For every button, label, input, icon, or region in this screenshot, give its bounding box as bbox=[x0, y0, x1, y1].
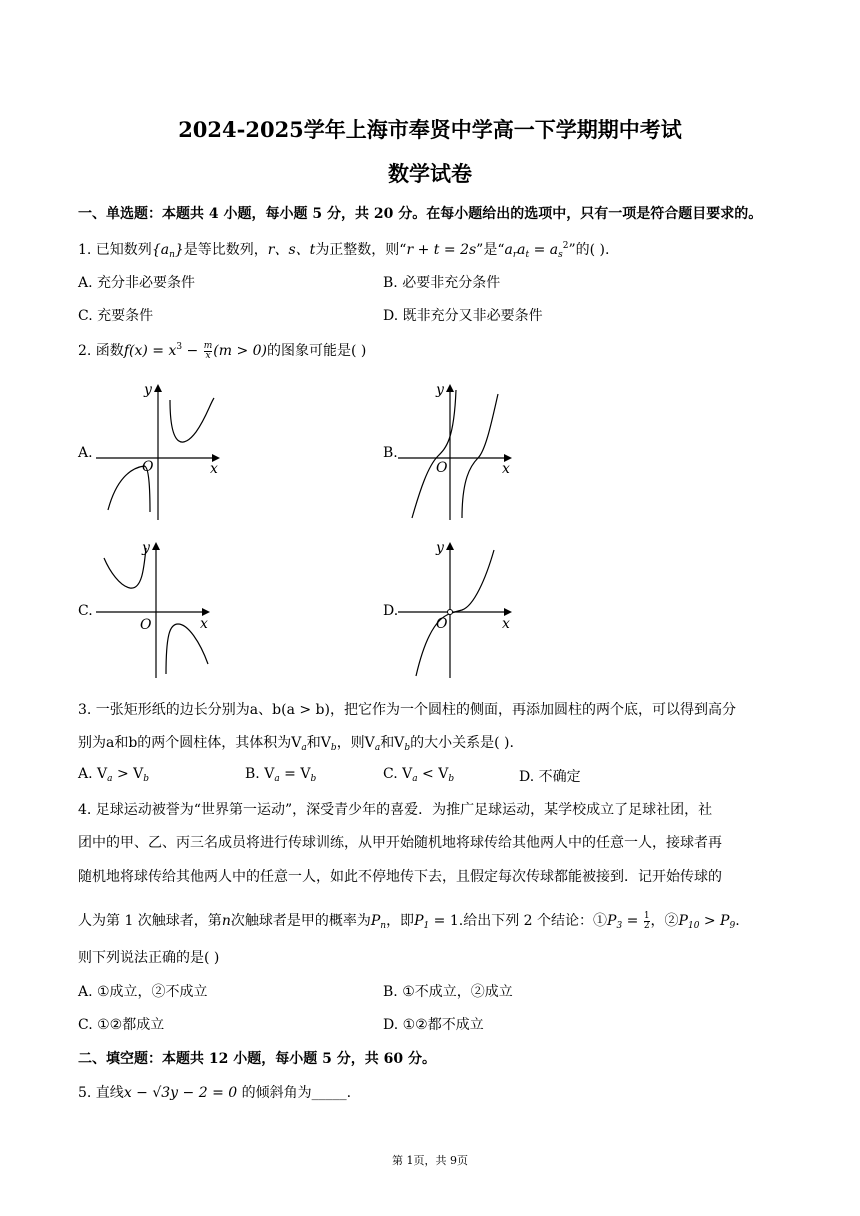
section-1-heading: 一、单选题：本题共 4 小题，每小题 5 分，共 20 分。在每小题给出的选项中，只有一项是符合题目要求的。 bbox=[78, 206, 763, 222]
open-point-icon bbox=[448, 610, 453, 615]
x-axis-arrow-icon bbox=[202, 608, 210, 616]
question-4-line-3: 随机地将球传给其他两人中的任意一人，如此不停地传下去，且假定每次传球都能被接到．记开始传球的 bbox=[78, 869, 722, 885]
graph-b bbox=[398, 380, 528, 520]
question-3-line-2: 别为a和b的两个圆柱体，其体积为$V_a$和$V_b$，则$V_a$和$V_b$的大小关系是( ). bbox=[78, 735, 514, 753]
curve-right bbox=[462, 394, 498, 518]
origin-label: O bbox=[142, 459, 154, 475]
y-axis-arrow-icon bbox=[446, 542, 454, 550]
question-3-line-1: 3. 一张矩形纸的边长分别为a、b(a > b)，把它作为一个圆柱的侧面，再添加圆柱的两个底，可以得到高分 bbox=[78, 702, 736, 718]
curve-left bbox=[412, 390, 456, 518]
q4-option-b: B. ①不成立，②成立 bbox=[383, 984, 513, 1000]
q3-option-c: C. $V_a < V_b$ bbox=[383, 766, 455, 784]
q1-option-d: D. 既非充分又非必要条件 bbox=[383, 308, 543, 324]
question-5: 5. 直线x − √3y − 2 = 0 的倾斜角为_____. bbox=[78, 1085, 352, 1101]
graph-label-c: C. bbox=[78, 603, 93, 619]
q3-option-a: A. $V_a > V_b$ bbox=[78, 766, 150, 784]
x-label: x bbox=[200, 616, 208, 632]
question-4-line-5: 则下列说法正确的是( ) bbox=[78, 950, 220, 966]
q4-option-a: A. ①成立，②不成立 bbox=[78, 984, 208, 1000]
q4-option-c: C. ①②都成立 bbox=[78, 1017, 165, 1033]
graph-label-a: A. bbox=[78, 445, 93, 461]
x-label: x bbox=[502, 616, 510, 632]
q1-option-a: A. 充分非必要条件 bbox=[78, 275, 196, 291]
question-2: 2. 函数$f(x) = x^3$ − $\frac{m}{x}$ (m > 0)的图象可能是( ) bbox=[78, 340, 367, 361]
y-label: y bbox=[144, 382, 152, 398]
q3-option-b: B. $V_a = V_b$ bbox=[245, 766, 317, 784]
q3-option-d: D. 不确定 bbox=[519, 769, 581, 785]
page-subtitle: 数学试卷 bbox=[388, 161, 472, 186]
question-4-line-2: 团中的甲、乙、丙三名成员将进行传球训练，从甲开始随机地将球传给其他两人中的任意一人，接球者再 bbox=[78, 835, 722, 851]
graph-a bbox=[96, 380, 226, 520]
curve-right bbox=[170, 398, 214, 442]
curve bbox=[416, 550, 494, 676]
curve-left bbox=[104, 548, 146, 588]
x-axis-arrow-icon bbox=[504, 608, 512, 616]
origin-label: O bbox=[140, 617, 152, 633]
q4-option-d: D. ①②都不成立 bbox=[383, 1017, 484, 1033]
page-footer: 第 1页，共 9页 bbox=[392, 1154, 468, 1167]
question-4-line-4: 人为第 1 次触球者，第n次触球者是甲的概率为$P_n$，即$P_1 = 1$.给出下列 2 个结论：$①P_3$ = $\frac{1}{2}$ ，$②P_{10} > P_9$. bbox=[78, 910, 740, 931]
section-2-heading: 二、填空题：本题共 12 小题，每小题 5 分，共 60 分。 bbox=[78, 1051, 436, 1067]
origin-label: O bbox=[436, 460, 448, 476]
graph-d bbox=[398, 538, 528, 678]
graph-label-b: B. bbox=[383, 445, 398, 461]
x-label: x bbox=[502, 461, 510, 477]
y-label: y bbox=[142, 540, 150, 556]
graph-c bbox=[96, 538, 226, 678]
x-label: x bbox=[210, 461, 218, 477]
q1-option-c: C. 充要条件 bbox=[78, 308, 154, 324]
y-label: y bbox=[436, 540, 444, 556]
q1-option-b: B. 必要非充分条件 bbox=[383, 275, 501, 291]
y-axis-arrow-icon bbox=[154, 384, 162, 392]
question-4-line-1: 4. 足球运动被誉为“世界第一运动”，深受青少年的喜爱．为推广足球运动，某学校成立了足球社团，社 bbox=[78, 802, 713, 818]
origin-label: O bbox=[436, 616, 448, 632]
page-title: 2024-2025学年上海市奉贤中学高一下学期期中考试 bbox=[178, 117, 682, 142]
y-axis-arrow-icon bbox=[152, 542, 160, 550]
graph-label-d: D. bbox=[383, 603, 399, 619]
y-label: y bbox=[436, 382, 444, 398]
y-axis-arrow-icon bbox=[446, 384, 454, 392]
question-1: 1. 已知数列$\{a_n\}$是等比数列，r、s、t为正整数，则“r + t = 2s”是“$a_ra_t = a_s^2$”的( ). bbox=[78, 241, 610, 260]
